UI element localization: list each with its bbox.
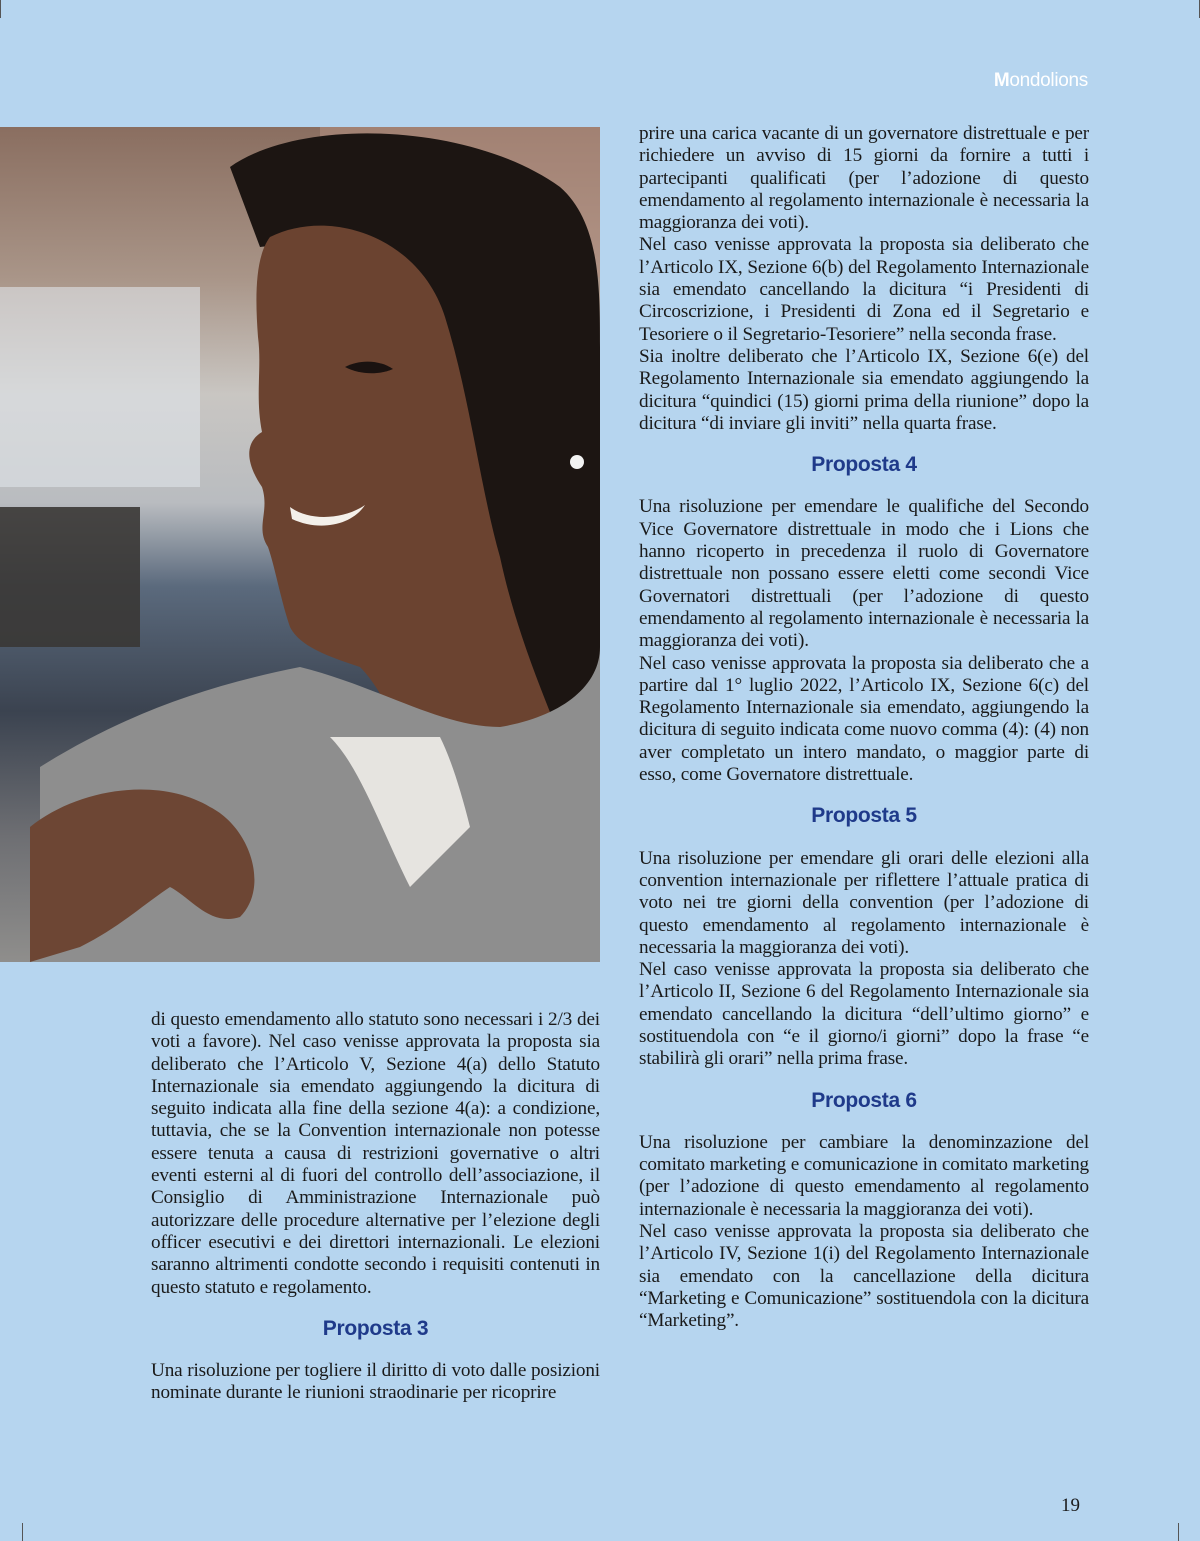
magazine-brand [994, 70, 1088, 92]
body-paragraph: Nel caso venisse approvata la proposta sia deliberato che l’Articolo IV, Sezione 1(i) del Regolamento Internazionale sia emendato con la cancellazione della dicitura “Marketing e Comunicazione” sostituendola con la dicitura “Marketing”. [639, 1221, 1089, 1332]
body-paragraph: Nel caso venisse approvata la proposta sia deliberato che a partire dal 1° luglio 2022, l’Articolo IX, Sezione 6(c) del Regolamento Internazionale sia emendato, aggiungendo la dicitura di seguito indicata come nuovo comma (4): (4) non aver completato un intero mandato, o maggior parte di esso, come Governatore distrettuale. [639, 652, 1089, 786]
page-number: 19 [1061, 1495, 1080, 1516]
body-paragraph: di questo emendamento allo statuto sono necessari i 2/3 dei voti a favore). Nel caso venisse approvata la proposta sia deliberato che l’Articolo V, Sezione 4(a) dello Statuto Internazionale sia emendato aggiungendo la dicitura di seguito indicata alla fine della sezione 4(a): a condizione, tuttavia, che se la Convention internazionale non potesse essere tenuta a causa di restrizioni governative o altri eventi esterni al di fuori del controllo dell’associazione, il Consiglio di Amministrazione Internazionale può autorizzare delle procedure alternative per l’elezione degli officer esecutivi e dei direttori internazionali. Le elezioni saranno altrimenti condotte secondo i requisiti contenuti in questo statuto e regolamento. [151, 1009, 600, 1298]
section-heading-proposta-4: Proposta 4 [811, 453, 917, 477]
body-paragraph: Una risoluzione per emendare gli orari delle elezioni alla convention internazionale per riflettere l’attuale pratica di voto nei tre giorni della convention (per l’adozione di questo emendamento al regolamento internazionale è necessaria la maggioranza dei voti). [639, 847, 1089, 958]
crop-mark [0, 0, 1, 18]
right-column [639, 123, 1089, 1333]
photo-illustration [0, 127, 600, 962]
crop-mark [22, 1523, 23, 1541]
crop-mark [1178, 1523, 1179, 1541]
brand-name: ondolions [1009, 70, 1088, 91]
body-paragraph: Una risoluzione per togliere il diritto di voto dalle posizioni nominate durante le riunioni straodinarie per ricoprire [151, 1360, 600, 1404]
body-paragraph: Una risoluzione per emendare le qualifiche del Secondo Vice Governatore distrettuale in modo che i Lions che hanno ricoperto in precedenza il ruolo di Governatore distrettuale non possano essere eletti come secondi Vice Governatori distrettuali (per l’adozione di questo emendamento al regolamento internazionale è necessaria la maggioranza dei voti). [639, 496, 1089, 652]
brand-initial: M [993, 70, 1010, 91]
body-paragraph: Sia inoltre deliberato che l’Articolo IX, Sezione 6(e) del Regolamento Internazionale sia emendato aggiungendo la dicitura “quindici (15) giorni prima della riunione” dopo la dicitura “di inviare gli inviti” nella quarta frase. [639, 345, 1089, 434]
section-heading-proposta-5: Proposta 5 [811, 804, 917, 828]
body-paragraph: prire una carica vacante di un governatore distrettuale e per richiedere un avviso di 15 giorni da fornire a tutti i partecipanti qualificati (per l’adozione di questo emendamento al regolamento internazionale è necessaria la maggioranza dei voti). [639, 123, 1089, 234]
section-heading-proposta-3: Proposta 3 [322, 1316, 429, 1340]
body-paragraph: Nel caso venisse approvata la proposta sia deliberato che l’Articolo II, Sezione 6 del Regolamento Internazionale sia emendato cancellando la dicitura “dell’ultimo giorno” e sostituendola con “e il giorno/i giorni” dopo la frase “e stabilirà gli orari” nella prima frase. [639, 959, 1089, 1070]
section-heading-proposta-6: Proposta 6 [811, 1088, 917, 1112]
body-paragraph: Una risoluzione per cambiare la denominzazione del comitato marketing e comunicazione in comitato marketing (per l’adozione di questo emendamento al regolamento internazionale è necessaria la maggioranza dei voti). [639, 1131, 1089, 1220]
left-column [151, 1009, 600, 1405]
woman-profile-photo [0, 127, 600, 962]
body-paragraph: Nel caso venisse approvata la proposta sia deliberato che l’Articolo IX, Sezione 6(b) del Regolamento Internazionale sia emendato cancellando la dicitura “i Presidenti di Circoscrizione, i Presidenti di Zona ed il Segretario e Tesoriere o il Segretario-Tesoriere” nella seconda frase. [639, 234, 1089, 345]
